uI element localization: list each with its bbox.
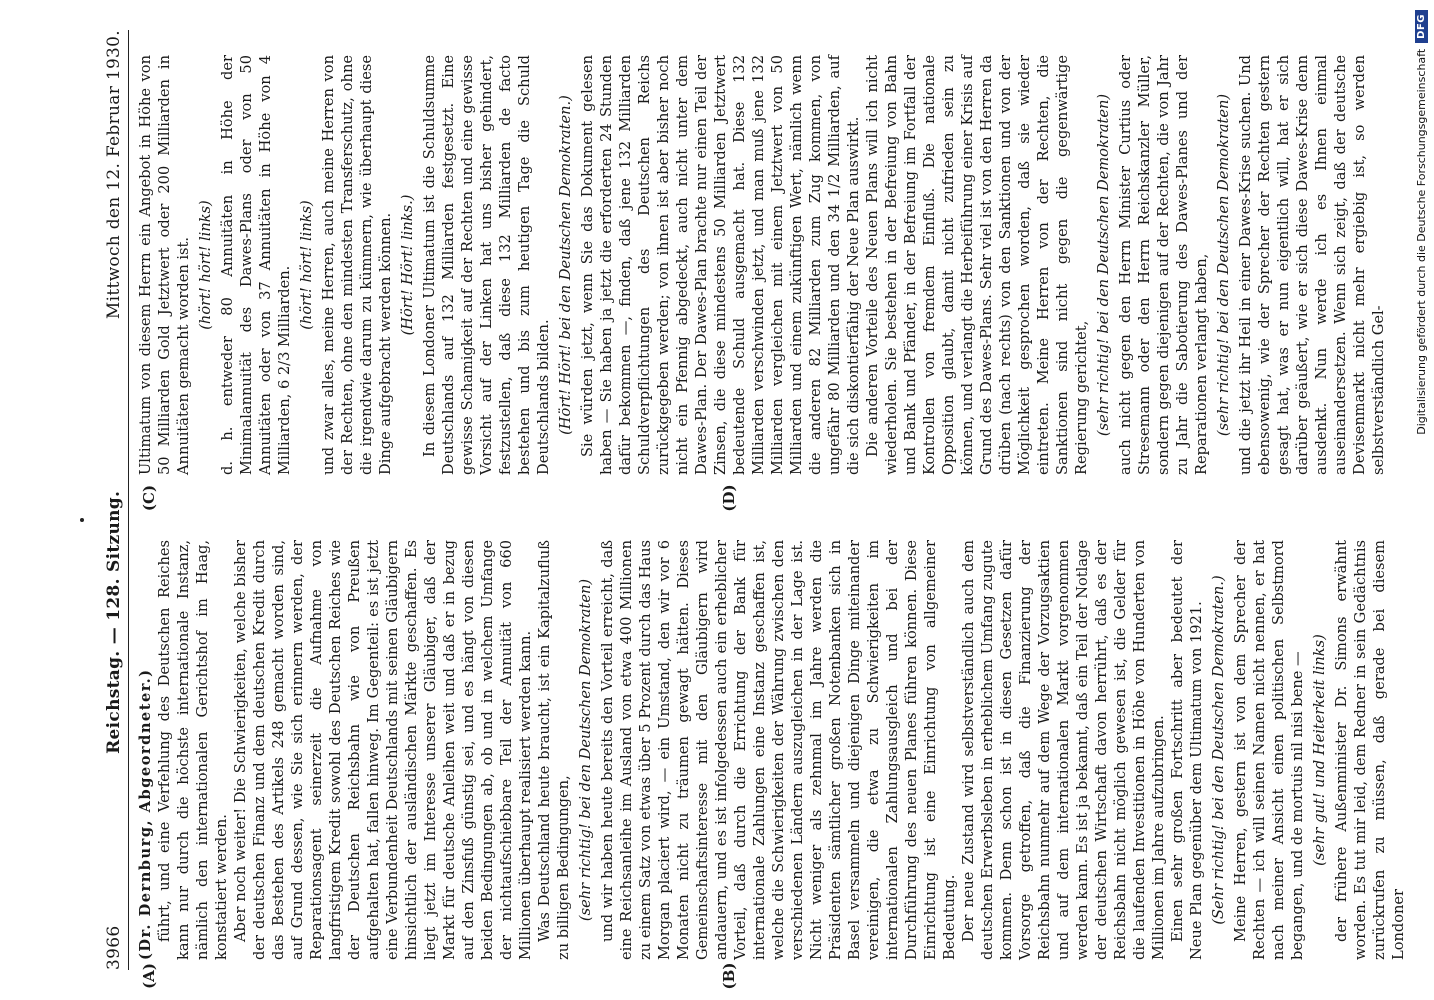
header-rule xyxy=(128,30,129,970)
paragraph: und zwar alles, meine Herren, auch meine Herren von der Rechten, ohne den mindesten Transferschutz, ohne die irgendwie darum zu kümmern, wie überhaupt diese Dinge aufgebracht werden können. xyxy=(320,55,394,475)
page-dot xyxy=(80,518,84,522)
paragraph: In diesem Londoner Ultimatum ist die Schuldsumme Deutschlands auf 132 Milliarden festgesetzt. Eine gewisse Schamigkeit auf der Rechten und eine gewisse Vorsicht auf der Linken hat uns bisher gehindert, festzustellen, daß diese 132 Milliarden de facto bestehen und bis zum heutigen Tage die Schuld Deutschlands bilden. xyxy=(421,55,552,475)
paragraph: Aber noch weiter! Die Schwierigkeiten, welche bisher der deutschen Finanz und dem deutschen Kredit durch das Bestehen des Artikels 248 gemacht worden sind, auf Grund dessen, wie Sie sich erinnern werden, der Reparationsagent seinerzeit die Aufnahme von langfristigem Kredit sowohl des Deutschen Reiches wie der Deutschen Reichsbahn wie von Preußen aufgehalten hat, fallen hinweg. Im Gegenteil: es ist jetzt eine Verbundenheit Deutschlands mit seinen Gläubigern hinsichtlich der ausländischen Märkte geschaffen. Es liegt jetzt im Interesse unserer Gläubiger, daß der Markt für deutsche Anleihen weit und daß er in bezug auf den Zinsfuß günstig sei, und es hängt von diesen beiden Bedingungen ab, ob und in welchem Umfange der nichtaufschiebbare Teil der Annuität von 660 Millionen überhaupt realisiert werden kann. xyxy=(232,540,534,960)
margin-label-c: (C) xyxy=(140,484,158,512)
speaker-tag: (Dr. Dernburg, Abgeordneter.) xyxy=(137,668,154,960)
page-header xyxy=(98,30,124,970)
paragraph: d. h. entweder 80 Annuitäten in Höhe der Minimalannuität des Dawes-Plans oder von 50 Annuitäten oder von 37 Annuitäten in Höhe von 4 Milliarden, 6 2/3 Milliarden. xyxy=(219,55,293,475)
paragraph: Der neue Zustand wird selbstverständlich auch dem deutschen Erwerbsleben in erheblichem Umfang zugute kommen. Denn schon ist in diesen Gesetzen dafür Vorsorge getroffen, daß die Finanzierung der Reichsbahn nunmehr auf dem Wege der Vorzugsaktien und auf dem internationalen Markt vorgenommen werden kann. Es ist ja bekannt, daß ein Teil der Notlage der deutschen Wirtschaft davon herrührt, daß es der Reichsbahn nicht möglich gewesen ist, die Gelder für die laufenden Investitionen in Höhe von Hunderten von Millionen im Jahre aufzubringen. xyxy=(960,540,1167,960)
margin-label-b: (B) xyxy=(720,962,738,990)
credit-text: Digitalisierung gefördert durch die Deutsche Forschungsgemeinschaft xyxy=(1414,48,1428,435)
interjection: (Sehr richtig! bei den Deutschen Demokraten.) xyxy=(1210,575,1227,925)
paragraph: Sie würden jetzt, wenn Sie das Dokument gelesen haben — Sie haben ja jetzt die erforderten 24 Stunden dafür bekommen —, finden, daß jene 132 Milliarden Schuldverpflichtungen des Deutschen Reichs zurückgegeben werden; von ihnen ist aber bisher noch nicht ein Pfennig abgedeckt, auch nicht unter dem Dawes-Plan. Der Dawes-Plan brachte nur einen Teil der Zinsen, die diese mindestens 50 Milliarden Jetztwert bedeutende Schuld ausgemacht hat. Diese 132 Milliarden verschwinden jetzt, und man muß jene 132 Milliarden vergleichen mit einem Jetztwert von 50 Milliarden und einem zukünftigen Wert, nämlich wenn die anderen 82 Milliarden zum Zug kommen, von ungefähr 80 Milliarden und den 34 1/2 Milliarden, auf die sich diskontierfähig der Neue Plan auswirkt. xyxy=(579,55,862,475)
paragraph: der frühere Außenminister Dr. Simons erwähnt worden. Es tut mir leid, dem Redner in sein Gedächtnis zurückrufen zu müssen, daß gerade bei diesem Londoner xyxy=(1333,540,1407,960)
paragraph: auch nicht gegen den Herrn Minister Curtius oder Stresemann oder den Herrn Reichskanzler Müller, sondern gegen diejenigen auf der Rechten, die von Jahr zu Jahr die Sabotierung des Dawes-Planes und der Reparationen verlangt haben, xyxy=(1117,55,1210,475)
interjection: (Hört! Hört! links.) xyxy=(399,194,416,336)
paragraph: Die anderen Vorteile des Neuen Plans will ich nicht wiederholen. Sie bestehen in der Befreiung von Bahn und Bank und Pfänder, in der Befreiung im Fortfall der Kontrollen von fremdem Einfluß. Die nationale Opposition glaubt, damit nicht zufrieden sein zu können, und verlangt die Herbeiführung einer Krisis auf Grund des Dawes-Plans. Sehr viel ist von den Herren da drüben (nach rechts) von den Sanktionen und von der Möglichkeit gesprochen worden, daß sie wieder eintreten. Meine Herren von der Rechten, die Sanktionen sind nicht gegen die gegenwärtige Regierung gerichtet, xyxy=(864,55,1090,475)
margin-label-a: (A) xyxy=(140,963,158,989)
interjection: (hört! hört! links) xyxy=(197,200,214,330)
dfg-logo: DFG xyxy=(1415,10,1428,43)
digitization-credit xyxy=(1411,10,1431,990)
paragraph: führt, und eine Verfehlung des Deutschen Reiches kann nur durch die höchste internationale Instanz, nämlich den internationalen Gerichtshof im Haag, konstatiert werden. xyxy=(156,540,230,960)
document-page xyxy=(20,10,1420,990)
margin-label-d: (D) xyxy=(720,484,738,512)
right-column xyxy=(136,55,1387,475)
paragraph: Meine Herren, gestern ist von dem Sprecher der Rechten — ich will seinen Namen nicht nennen, er hat nach meiner Ansicht einen politischen Selbstmord begangen, und de mortuis nil nisi bene — xyxy=(1232,540,1306,960)
interjection: (sehr richtig! bei den Deutschen Demokraten) xyxy=(577,578,594,922)
interjection: (sehr richtig! bei den Deutschen Demokraten) xyxy=(1215,93,1232,437)
header-date: Mittwoch den 12. Februar 1930. xyxy=(104,30,124,320)
left-column xyxy=(136,540,1407,960)
paragraph: und die jetzt ihr Heil in einer Dawes-Krise suchen. Und ebensowenig, wie der Sprecher der Rechten gestern gesagt hat, was er nun eigentlich will, hat er sich darüber geäußert, wie er sich diese Dawes-Krise denn ausdenkt. Nun werde ich es Ihnen einmal auseinandersetzen. Wenn sich zeigt, daß der deutsche Devisenmarkt nicht mehr ergiebig ist, so werden selbstverständlich Gel- xyxy=(1237,55,1387,475)
paragraph: Ultimatum von diesem Herrn ein Angebot in Höhe von 50 Milliarden Gold Jetztwert oder 200 Milliarden in Annuitäten gemacht worden ist. xyxy=(137,55,192,475)
paragraph: Einen sehr großen Fortschritt aber bedeutet der Neue Plan gegenüber dem Ultimatum von 1921. xyxy=(1169,540,1205,960)
interjection: (sehr gut! und Heiterkeit links) xyxy=(1311,634,1328,866)
interjection: (Hört! Hört! bei den Deutschen Demokraten.) xyxy=(557,95,574,435)
header-title: Reichstag. — 128. Sitzung. xyxy=(104,490,124,754)
interjection: (hört! hört! links) xyxy=(298,200,315,330)
paragraph: und wir haben heute bereits den Vorteil erreicht, daß eine Reichsanleihe im Ausland von etwa 400 Millionen zu einem Satz von etwas über 5 Prozent durch das Haus Morgan placiert wird, — ein Umstand, den wir vor 6 Monaten nicht zu träumen gewagt hätten. Dieses Gemeinschaftsinteresse mit den Gläubigern wird andauern, und es ist infolgedessen auch ein erheblicher Vorteil, daß durch die Errichtung der Bank für internationale Zahlungen eine Instanz geschaffen ist, welche die Schwierigkeiten der Währung zwischen den verschiedenen Ländern auszugleichen in der Lage ist. Nicht weniger als zehnmal im Jahre werden die Präsidenten sämtlicher großen Notenbanken sich in Basel versammeln und diejenigen Dinge miteinander vereinigen, die etwa zu Schwierigkeiten im internationalen Zahlungsausgleich und bei der Durchführung des neuen Planes führen können. Diese Einrichtung ist eine Einrichtung von allgemeiner Bedeutung. xyxy=(599,540,958,960)
paragraph: Was Deutschland heute braucht, ist ein Kapitalzufluß zu billigen Bedingungen, xyxy=(536,540,572,960)
interjection: (sehr richtig! bei den Deutschen Demokraten) xyxy=(1095,93,1112,437)
page-number: 3966 xyxy=(104,925,124,970)
